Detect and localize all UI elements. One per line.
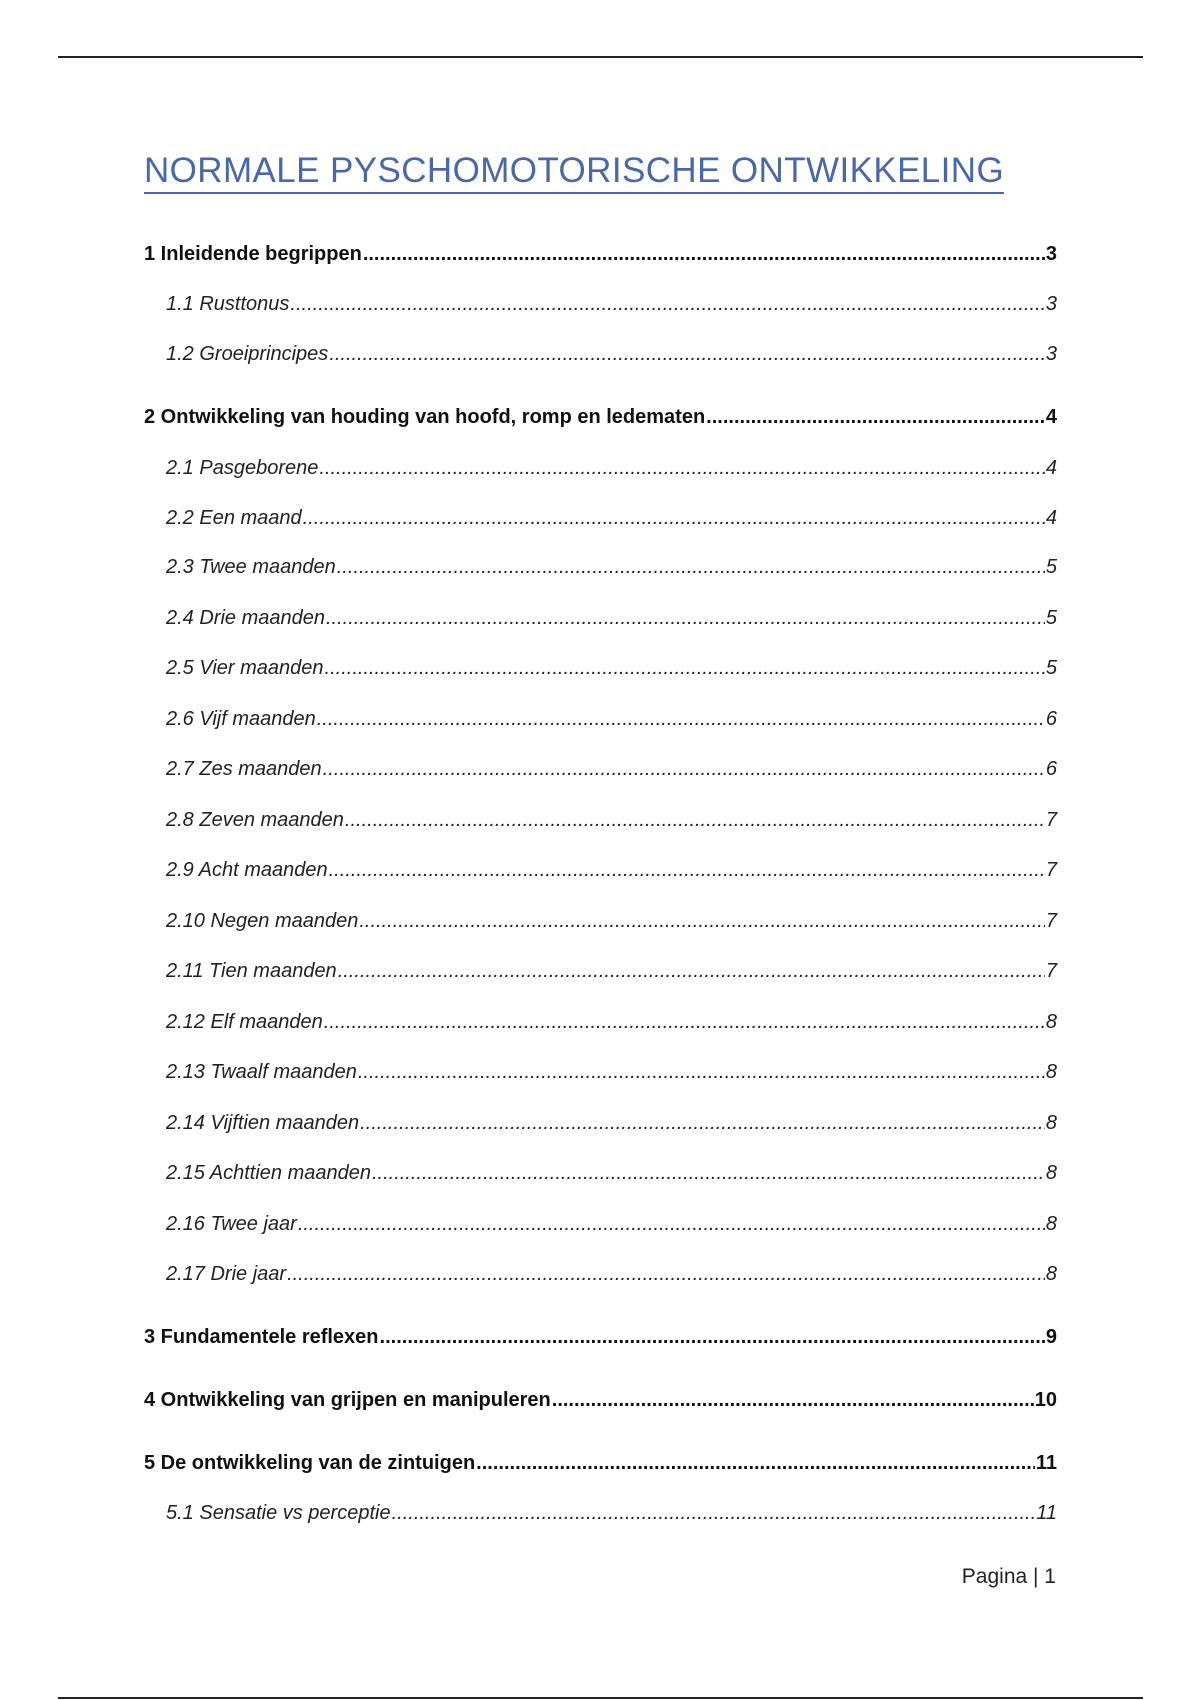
- toc-entry[interactable]: [144, 1011, 1057, 1034]
- toc-entry-page: 7: [1045, 960, 1057, 982]
- toc-dot-leader: [338, 960, 1045, 983]
- toc-entry-page: 5: [1045, 556, 1057, 578]
- toc-entry-label: 2 Ontwikkeling van houding van hoofd, romp en ledematen: [144, 406, 706, 428]
- toc-dot-leader: [319, 457, 1045, 480]
- toc-dot-leader: [303, 507, 1045, 530]
- toc-entry-label: 2.12 Elf maanden: [166, 1011, 323, 1033]
- toc-entry-label: 1.1 Rusttonus: [166, 293, 290, 315]
- toc-entry[interactable]: [144, 809, 1057, 832]
- toc-entry[interactable]: [144, 343, 1057, 366]
- toc-entry[interactable]: [144, 507, 1057, 530]
- toc-entry-page: 3: [1045, 293, 1057, 315]
- toc-entry-page: 8: [1045, 1011, 1057, 1033]
- toc-entry-label: 5.1 Sensatie vs perceptie: [166, 1502, 391, 1524]
- toc-dot-leader: [360, 1112, 1045, 1135]
- toc-dot-leader: [380, 1326, 1045, 1349]
- toc-dot-leader: [372, 1162, 1045, 1185]
- toc-entry-page: 4: [1045, 507, 1057, 529]
- toc-dot-leader: [298, 1213, 1045, 1236]
- toc-entry-label: 2.4 Drie maanden: [166, 607, 325, 629]
- toc-entry-page: 3: [1045, 343, 1057, 365]
- toc-entry-label: 1 Inleidende begrippen: [144, 243, 362, 265]
- toc-dot-leader: [326, 607, 1045, 630]
- toc-entry[interactable]: [144, 1112, 1057, 1135]
- toc-dot-leader: [552, 1389, 1034, 1412]
- toc-entry[interactable]: [144, 859, 1057, 882]
- toc-entry-page: 4: [1045, 406, 1057, 428]
- toc-entry-label: 2.11 Tien maanden: [166, 960, 337, 982]
- toc-entry[interactable]: [144, 1452, 1057, 1475]
- toc-dot-leader: [363, 243, 1045, 266]
- toc-dot-leader: [476, 1452, 1035, 1475]
- toc-entry-label: 2.10 Negen maanden: [166, 910, 359, 932]
- toc-entry-label: 2.15 Achttien maanden: [166, 1162, 371, 1184]
- toc-entry-label: 2.5 Vier maanden: [166, 657, 324, 679]
- toc-entry[interactable]: [144, 607, 1057, 630]
- toc-entry-label: 2.3 Twee maanden: [166, 556, 336, 578]
- toc-dot-leader: [359, 910, 1045, 933]
- toc-entry[interactable]: [144, 1263, 1057, 1286]
- toc-entry-page: 7: [1045, 809, 1057, 831]
- toc-dot-leader: [329, 859, 1045, 882]
- toc-dot-leader: [290, 293, 1044, 316]
- toc-entry-label: 2.14 Vijftien maanden: [166, 1112, 360, 1134]
- toc-dot-leader: [323, 758, 1045, 781]
- toc-entry-label: 1.2 Groeiprincipes: [166, 343, 329, 365]
- toc-entry-label: 2.1 Pasgeborene: [166, 457, 319, 479]
- toc-entry-label: 2.9 Acht maanden: [166, 859, 328, 881]
- toc-entry[interactable]: [144, 708, 1057, 731]
- toc-entry-page: 3: [1045, 243, 1057, 265]
- toc-entry-page: 6: [1045, 758, 1057, 780]
- table-of-contents: [144, 0, 1057, 1700]
- toc-entry[interactable]: [144, 1389, 1057, 1412]
- toc-entry-page: 11: [1036, 1502, 1057, 1524]
- toc-entry-label: 4 Ontwikkeling van grijpen en manipuleren: [144, 1389, 551, 1411]
- toc-entry-label: 2.2 Een maand: [166, 507, 302, 529]
- toc-dot-leader: [337, 556, 1045, 579]
- toc-entry-page: 8: [1045, 1162, 1057, 1184]
- toc-entry[interactable]: [144, 457, 1057, 480]
- toc-entry-label: 2.7 Zes maanden: [166, 758, 322, 780]
- toc-entry-page: 5: [1045, 657, 1057, 679]
- toc-entry[interactable]: [144, 657, 1057, 680]
- toc-entry-page: 4: [1045, 457, 1057, 479]
- toc-entry-label: 2.6 Vijf maanden: [166, 708, 316, 730]
- toc-entry-label: 2.16 Twee jaar: [166, 1213, 297, 1235]
- toc-entry[interactable]: [144, 243, 1057, 266]
- toc-entry[interactable]: [144, 406, 1057, 429]
- toc-dot-leader: [317, 708, 1045, 731]
- toc-dot-leader: [325, 657, 1045, 680]
- toc-entry-page: 5: [1045, 607, 1057, 629]
- toc-dot-leader: [345, 809, 1045, 832]
- toc-entry[interactable]: [144, 1061, 1057, 1084]
- page-number-footer: Pagina | 1: [961, 1565, 1056, 1588]
- toc-entry[interactable]: [144, 960, 1057, 983]
- toc-dot-leader: [324, 1011, 1045, 1034]
- toc-entry-page: 11: [1035, 1452, 1057, 1474]
- page-bottom-rule: [58, 1697, 1143, 1699]
- toc-entry[interactable]: [144, 1326, 1057, 1349]
- toc-entry[interactable]: [144, 1213, 1057, 1236]
- toc-entry-page: 8: [1045, 1263, 1057, 1285]
- toc-entry[interactable]: [144, 758, 1057, 781]
- toc-entry-label: 2.8 Zeven maanden: [166, 809, 344, 831]
- toc-dot-leader: [329, 343, 1045, 366]
- toc-entry-label: 2.17 Drie jaar: [166, 1263, 287, 1285]
- toc-entry-page: 8: [1045, 1112, 1057, 1134]
- toc-entry-label: 3 Fundamentele reflexen: [144, 1326, 379, 1348]
- toc-entry-page: 7: [1045, 859, 1057, 881]
- toc-entry[interactable]: [144, 910, 1057, 933]
- toc-entry[interactable]: [144, 1162, 1057, 1185]
- toc-dot-leader: [287, 1263, 1045, 1286]
- toc-entry[interactable]: [144, 293, 1057, 316]
- toc-dot-leader: [358, 1061, 1045, 1084]
- toc-entry-page: 7: [1045, 910, 1057, 932]
- toc-entry-label: 5 De ontwikkeling van de zintuigen: [144, 1452, 476, 1474]
- toc-dot-leader: [392, 1502, 1036, 1525]
- toc-entry-page: 6: [1045, 708, 1057, 730]
- toc-entry[interactable]: [144, 556, 1057, 579]
- toc-dot-leader: [706, 406, 1045, 429]
- page-title: NORMALE PYSCHOMOTORISCHE ONTWIKKELING: [144, 150, 1004, 194]
- toc-entry-page: 9: [1045, 1326, 1057, 1348]
- toc-entry-label: 2.13 Twaalf maanden: [166, 1061, 357, 1083]
- toc-entry-page: 8: [1045, 1061, 1057, 1083]
- toc-entry[interactable]: [144, 1502, 1057, 1525]
- toc-entry-page: 8: [1045, 1213, 1057, 1235]
- toc-entry-page: 10: [1034, 1389, 1057, 1411]
